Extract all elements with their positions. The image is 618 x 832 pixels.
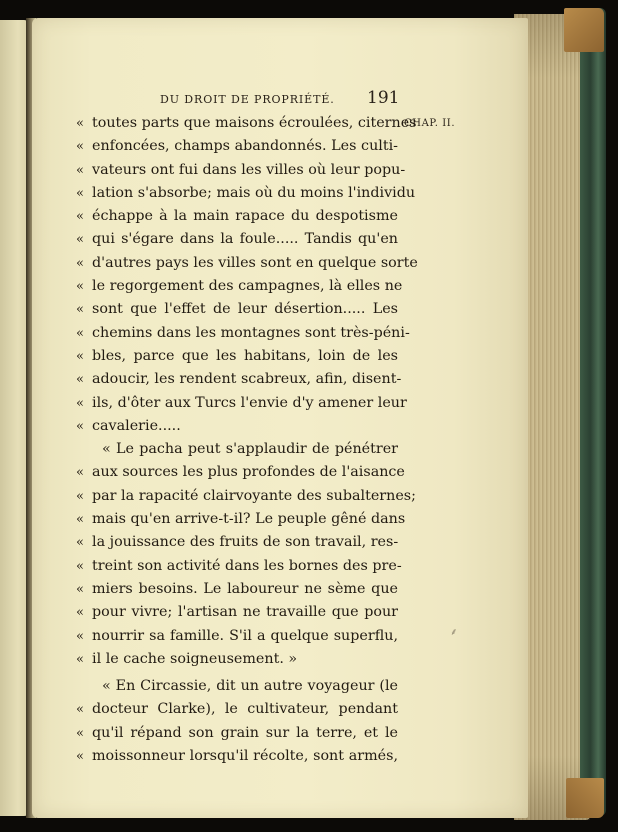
quote-mark: « — [76, 325, 84, 341]
quote-mark: « — [76, 581, 84, 597]
leather-corner-top — [564, 8, 604, 52]
line-text: « En Circassie, dit un autre voyageur (le — [102, 678, 398, 695]
quote-mark: « — [76, 535, 84, 551]
line-text: chemins dans les montagnes sont très-péni- — [92, 324, 410, 341]
text-line — [76, 601, 402, 624]
quote-mark: « — [76, 725, 84, 741]
text-line — [76, 745, 402, 768]
line-text: toutes parts que maisons écroulées, citernes — [92, 115, 417, 131]
text-line — [76, 461, 405, 484]
line-text: il le cache soigneusement. » — [92, 650, 298, 667]
line-text: d'autres pays les villes sont en quelque sorte — [92, 254, 418, 271]
line-text: bles, parce que les habitans, loin de les — [92, 347, 398, 364]
line-text: vateurs ont fui dans les villes où leur popu- — [92, 161, 406, 178]
quote-mark: « — [76, 418, 84, 434]
text-line — [76, 135, 402, 158]
text-line — [76, 625, 402, 648]
text-line — [76, 298, 402, 321]
text-line — [76, 228, 402, 251]
quote-mark: « — [76, 279, 84, 295]
page-number: 191 — [367, 88, 400, 108]
text-line — [76, 205, 402, 228]
line-text: docteur Clarke), le cultivateur, pendant — [92, 701, 398, 718]
quote-mark: « — [76, 162, 84, 178]
running-title: DU DROIT DE PROPRIÉTÉ. — [160, 93, 335, 106]
quote-mark: « — [76, 651, 84, 667]
text-line — [76, 508, 406, 531]
quote-mark: « — [76, 628, 84, 644]
quote-mark: « — [76, 488, 84, 504]
margin-chapter-note: CHAP. II. — [404, 118, 456, 129]
text-line — [76, 275, 402, 298]
quote-mark: « — [76, 139, 84, 155]
quote-mark: « — [76, 372, 84, 388]
quote-mark: « — [76, 395, 84, 411]
line-text: « Le pacha peut s'applaudir de pénétrer — [102, 441, 398, 458]
line-text: sont que l'effet de leur désertion..... Les — [92, 301, 398, 318]
line-text: la jouissance des fruits de son travail, res- — [92, 534, 399, 551]
text-line — [76, 648, 402, 671]
ink-smudge: ⸙ — [450, 627, 458, 638]
line-text: cavalerie..... — [92, 417, 181, 434]
quote-mark: « — [76, 605, 84, 621]
quote-mark: « — [76, 116, 84, 131]
quote-mark: « — [76, 185, 84, 201]
text-line — [76, 159, 406, 182]
quote-mark: « — [76, 232, 84, 248]
quote-mark: « — [76, 209, 84, 225]
leather-corner-bottom — [566, 778, 604, 818]
quote-mark: « — [76, 255, 84, 271]
text-line — [76, 252, 418, 275]
text-line — [76, 555, 402, 578]
line-text: enfoncées, champs abandonnés. Les culti- — [92, 138, 398, 155]
line-text: lation s'absorbe; mais où du moins l'individu — [92, 184, 416, 201]
line-text: miers besoins. Le laboureur ne sème que — [92, 580, 398, 597]
quote-mark: « — [76, 348, 84, 364]
quote-mark: « — [76, 302, 84, 318]
line-text: le regorgement des campagnes, là elles ne — [92, 278, 403, 295]
text-line — [76, 485, 416, 508]
quote-mark: « — [76, 558, 84, 574]
quote-mark: « — [76, 749, 84, 765]
text-line — [76, 531, 402, 554]
text-line — [76, 112, 417, 135]
text-line — [76, 675, 402, 698]
quote-mark: « — [76, 512, 84, 528]
quote-mark: « — [76, 465, 84, 481]
line-text: par la rapacité clairvoyante des subalternes; — [92, 487, 416, 504]
text-line — [76, 392, 407, 415]
line-text: nourrir sa famille. S'il a quelque superflu, — [92, 627, 398, 644]
line-text: ils, d'ôter aux Turcs l'envie d'y amener leur — [92, 394, 407, 411]
text-line — [76, 322, 410, 345]
book-cover — [580, 8, 606, 816]
text-line — [76, 578, 402, 601]
quote-mark: « — [76, 702, 84, 718]
body-text — [76, 112, 418, 768]
page-header — [160, 88, 410, 110]
line-text: adoucir, les rendent scabreux, afin, disent- — [92, 371, 402, 388]
line-text: qu'il répand son grain sur la terre, et le — [92, 724, 398, 741]
line-text: qui s'égare dans la foule..... Tandis qu'en — [92, 231, 398, 248]
text-line — [76, 722, 402, 745]
line-text: aux sources les plus profondes de l'aisance — [92, 464, 405, 481]
line-text: treint son activité dans les bornes des pre- — [92, 557, 402, 574]
line-text: moissonneur lorsqu'il récolte, sont armés, — [92, 748, 398, 765]
line-text: mais qu'en arrive-t-il? Le peuple gêné dans — [92, 511, 406, 528]
text-line — [76, 345, 402, 368]
text-line — [76, 438, 402, 461]
text-line — [76, 182, 416, 205]
text-line — [76, 368, 402, 391]
line-text: pour vivre; l'artisan ne travaille que pour — [92, 604, 398, 621]
text-line — [76, 415, 402, 438]
text-line — [76, 698, 402, 721]
line-text: échappe à la main rapace du despotisme — [92, 208, 398, 225]
